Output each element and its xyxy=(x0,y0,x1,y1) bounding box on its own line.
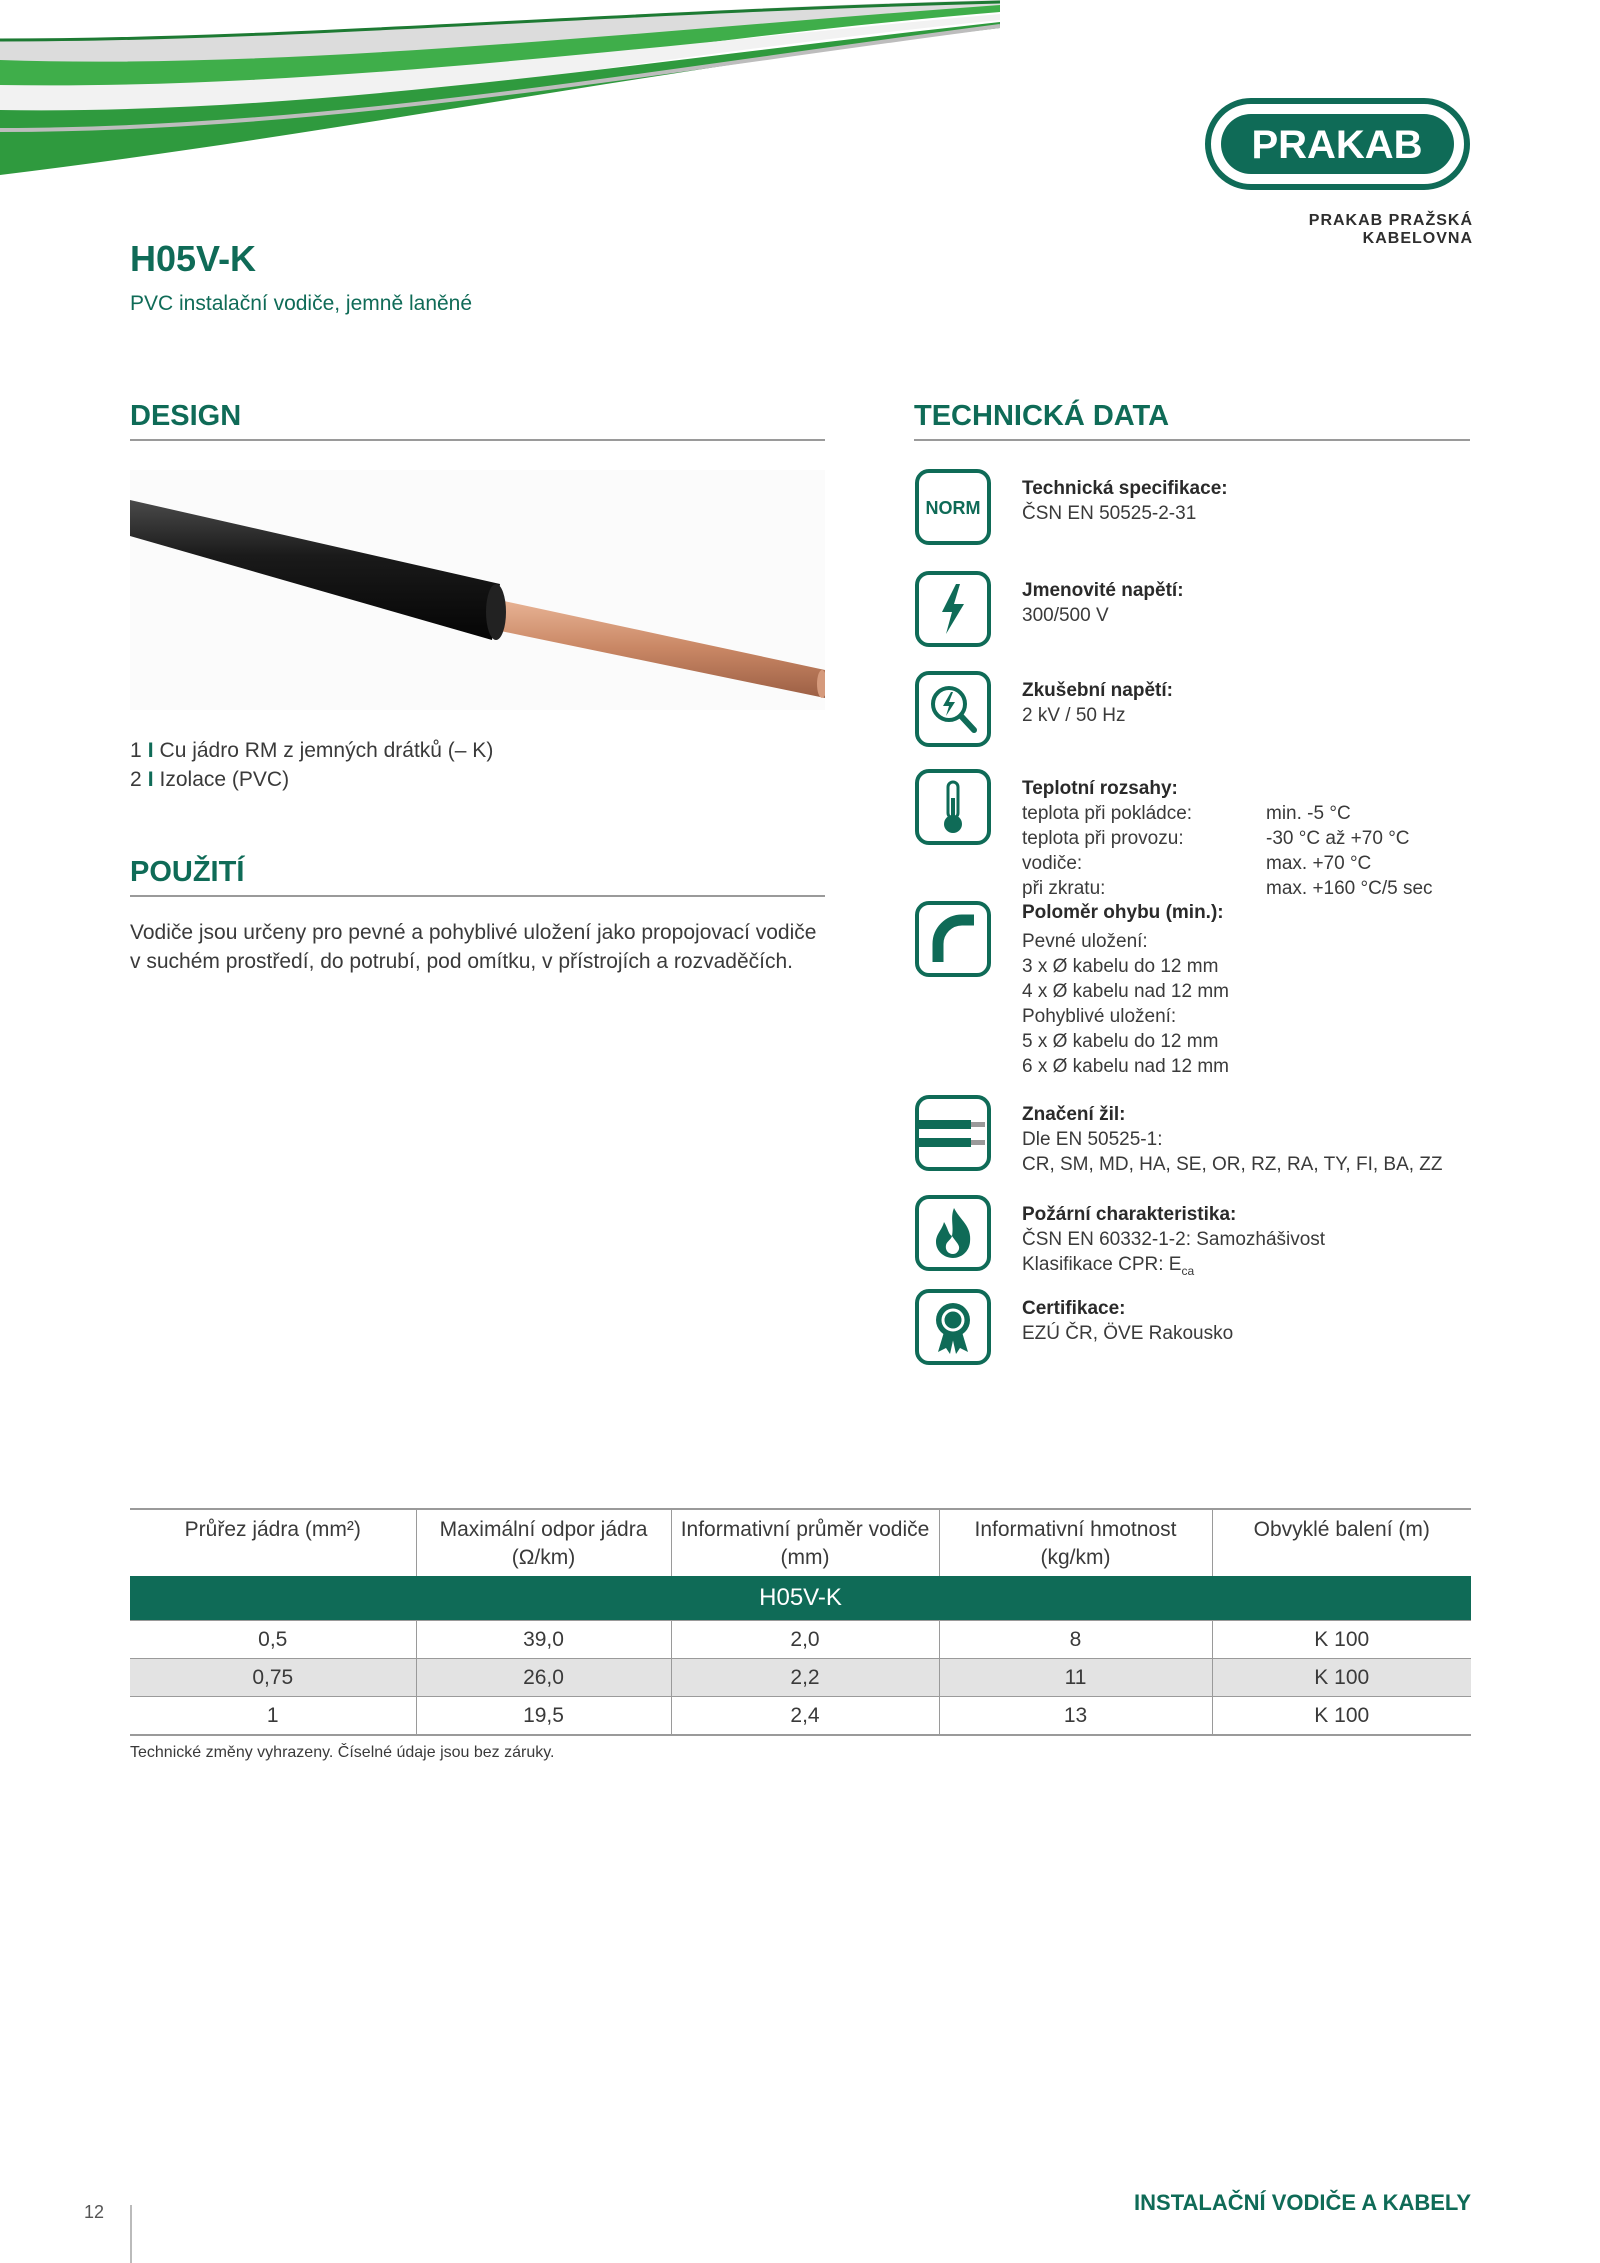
page-number: 12 xyxy=(84,2202,105,2222)
technical-data-heading: TECHNICKÁ DATA xyxy=(914,400,1470,441)
table-row: 0,75 26,0 2,2 11 K 100 xyxy=(130,1659,1471,1697)
table-group-row: H05V-K xyxy=(130,1576,1471,1621)
prakab-logo xyxy=(1205,98,1470,190)
table-header-row xyxy=(130,1509,1471,1576)
lightning-icon xyxy=(914,570,992,648)
table-note: Technické změny vyhrazeny. Číselné údaje jsou bez záruky. xyxy=(130,1744,555,1761)
company-name: PRAKAB PRAŽSKÁ KABELOVNA xyxy=(1308,212,1473,247)
flame-icon xyxy=(914,1194,992,1272)
table-header: Informativní průměr vodiče (mm) xyxy=(671,1509,939,1576)
table-row: 0,5 39,0 2,0 8 K 100 xyxy=(130,1621,1471,1659)
table-header: Maximální odpor jádra (Ω/km) xyxy=(416,1509,671,1576)
svg-text:NORM: NORM xyxy=(925,498,981,518)
table-header: Průřez jádra (mm²) xyxy=(130,1509,416,1576)
product-title: H05V-K xyxy=(130,238,257,279)
design-item: 1 I Cu jádro RM z jemných drátků (– K) xyxy=(130,739,494,762)
cable-image xyxy=(130,470,825,710)
design-list xyxy=(130,736,493,794)
usage-text: Vodiče jsou určeny pro pevné a pohyblivé uložení jako propojovací vodiče v suchém prostředí, do potrubí, pod omítku, v přístrojích a rozvaděčích. xyxy=(130,921,817,973)
norm-icon xyxy=(914,468,992,546)
cable-data-table xyxy=(130,1508,1471,1736)
cable-banner-graphic xyxy=(0,0,1000,200)
footer-title: INSTALAČNÍ VODIČE A KABELY xyxy=(1134,2190,1471,2215)
footer-divider xyxy=(130,2205,132,2263)
usage-heading: POUŽITÍ xyxy=(130,856,825,897)
bend-radius-icon xyxy=(914,900,992,978)
thermometer-icon xyxy=(914,768,992,846)
table-header: Obvyklé balení (m) xyxy=(1212,1509,1471,1576)
product-subtitle: PVC instalační vodiče, jemně laněné xyxy=(130,292,473,315)
test-voltage-icon xyxy=(914,670,992,748)
svg-text:PRAKAB: PRAKAB xyxy=(1251,123,1423,167)
design-item: 2 I Izolace (PVC) xyxy=(130,768,290,791)
certificate-icon xyxy=(914,1288,992,1366)
table-row: 1 19,5 2,4 13 K 100 xyxy=(130,1697,1471,1736)
design-heading: DESIGN xyxy=(130,400,825,441)
core-marking-icon xyxy=(914,1094,992,1172)
table-header: Informativní hmotnost (kg/km) xyxy=(939,1509,1212,1576)
